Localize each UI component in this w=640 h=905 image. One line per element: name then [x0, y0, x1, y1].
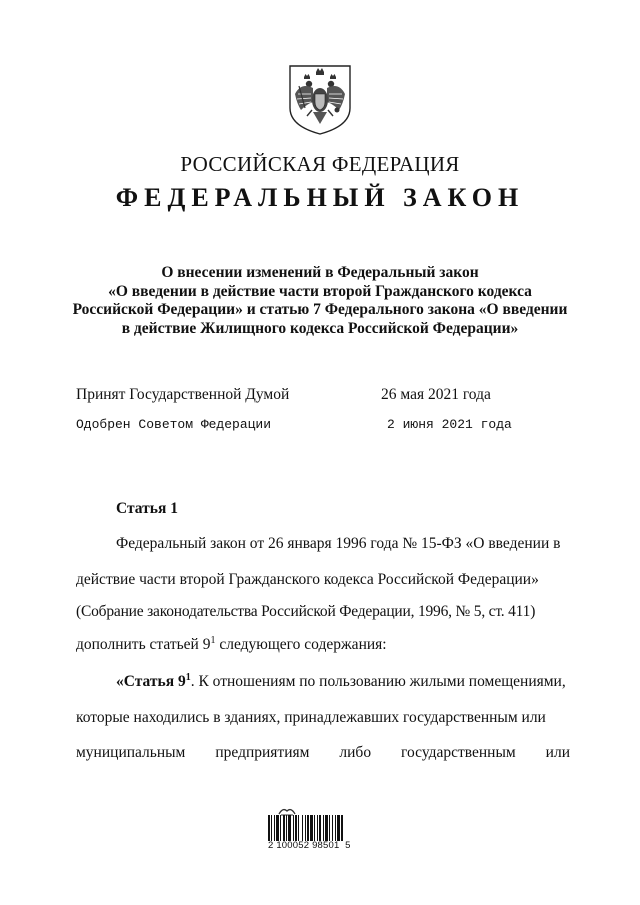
- barcode-icon: [268, 803, 372, 843]
- paragraph-text: дополнить статьей 9: [76, 636, 211, 653]
- paragraph-text: . К отношениям по пользованию жилыми помещениями,: [190, 673, 566, 690]
- law-title-line: «О введении в действие части второй Гражданского кодекса: [108, 282, 532, 300]
- barcode-bar: [332, 815, 333, 841]
- barcode-bar: [293, 815, 294, 841]
- paragraph-line: (Собрание законодательства Российской Федерации, 1996, № 5, ст. 411): [76, 603, 536, 620]
- barcode-bar: [310, 815, 313, 841]
- country-name: РОССИЙСКАЯ ФЕДЕРАЦИЯ: [180, 152, 460, 176]
- paragraph-line: Федеральный закон от 26 января 1996 года № 15-ФЗ «О введении в: [116, 535, 561, 552]
- law-title-line: Российской Федерации» и статью 7 Федерального закона «О введении: [72, 301, 568, 318]
- law-title: [70, 264, 570, 338]
- paragraph-word: предприятиям: [215, 744, 310, 761]
- barcode-bar: [283, 815, 285, 841]
- barcode-bar: [323, 815, 324, 841]
- paragraph-word: либо: [339, 744, 372, 761]
- quote-mark: «: [116, 673, 124, 690]
- barcode-bar: [271, 815, 272, 841]
- inner-article-heading: Статья 9: [123, 673, 186, 690]
- barcode-bar: [307, 815, 309, 841]
- paragraph-line: [76, 636, 570, 654]
- paragraph-word: государственным: [401, 744, 516, 761]
- paragraph-line: [116, 673, 570, 691]
- barcode-bar: [317, 815, 318, 841]
- barcode-bar: [305, 815, 306, 841]
- approved-by-council-label: Одобрен Советом Федерации: [76, 417, 272, 432]
- adopted-date: 26 мая 2021 года: [381, 386, 491, 403]
- barcode-bar: [268, 815, 270, 841]
- paragraph-line: действие части второй Гражданского кодекса Российской Федерации»: [76, 571, 539, 588]
- document-type-heading: ФЕДЕРАЛЬНЫЙ ЗАКОН: [115, 183, 525, 212]
- barcode-bar: [319, 815, 321, 841]
- barcode-bar: [314, 815, 315, 841]
- barcode-bar: [329, 815, 330, 841]
- barcode-bar: [302, 815, 303, 841]
- paragraph-word: или: [545, 744, 570, 761]
- article-heading: Статья 1: [116, 500, 178, 517]
- superscript: 1: [185, 671, 191, 683]
- barcode-bar: [295, 815, 297, 841]
- paragraph-text: следующего содержания:: [215, 636, 387, 653]
- barcode-bar: [335, 815, 336, 841]
- barcode-bar: [337, 815, 340, 841]
- barcode-bar: [280, 815, 281, 841]
- barcode-bar: [288, 815, 291, 841]
- paragraph-word: муниципальным: [76, 744, 186, 761]
- russian-coat-of-arms-icon: [287, 64, 353, 136]
- law-title-line: в действие Жилищного кодекса Российской Федерации»: [121, 319, 519, 337]
- barcode-bar: [276, 815, 279, 841]
- barcode-number: 2 100052 98501 5: [268, 840, 351, 851]
- barcode-bar: [341, 815, 343, 841]
- barcode-bar: [274, 815, 275, 841]
- barcode-bar: [325, 815, 328, 841]
- superscript: 1: [210, 634, 216, 646]
- paragraph-line: которые находились в зданиях, принадлежавших государственным или: [76, 709, 546, 726]
- paragraph-line: [76, 744, 570, 762]
- approved-date: 2 июня 2021 года: [387, 417, 512, 432]
- law-title-line: О внесении изменений в Федеральный закон: [161, 264, 479, 281]
- adopted-by-duma-label: Принят Государственной Думой: [76, 386, 290, 403]
- barcode-bar: [298, 815, 299, 841]
- barcode-bar: [286, 815, 287, 841]
